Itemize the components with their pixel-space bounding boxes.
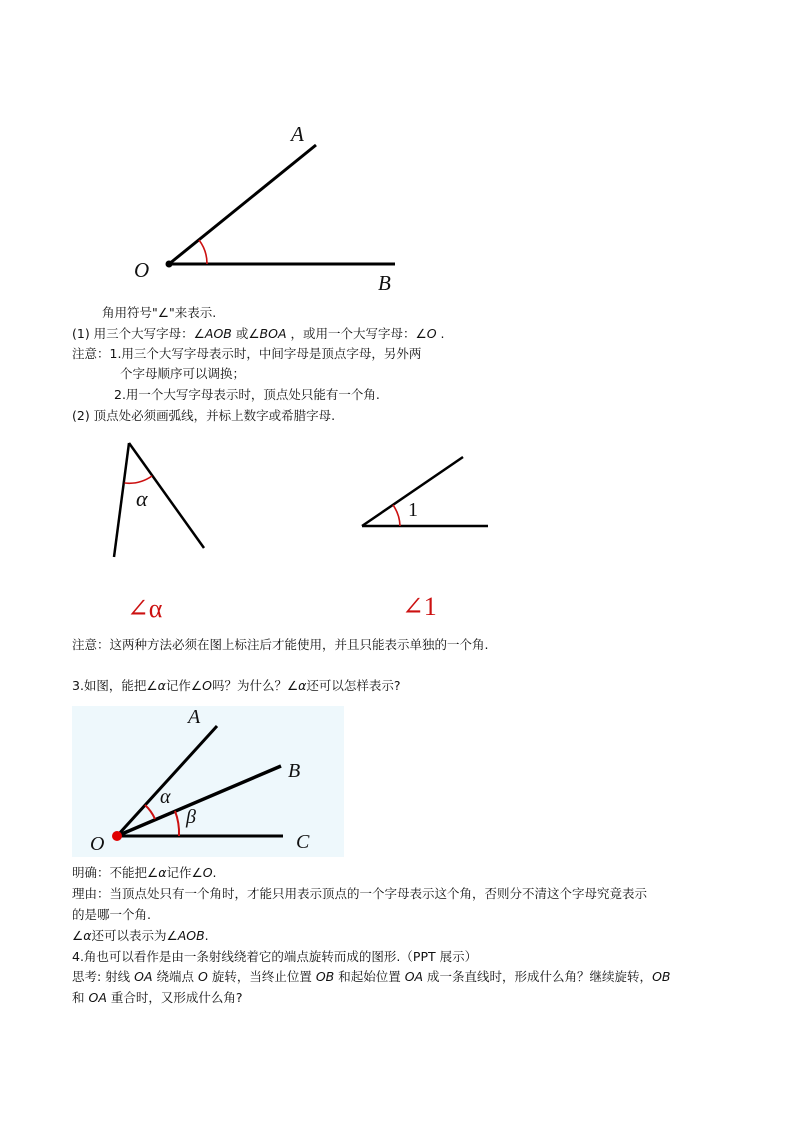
one-arc (393, 505, 400, 526)
ray-ob (117, 766, 281, 836)
text-note-methods: 注意：这两种方法必须在图上标注后才能使用，并且只能表示单独的一个角. (72, 637, 489, 652)
alpha-arc (125, 476, 153, 483)
text-note-1: 注意：1.用三个大写字母表示时，中间字母是顶点字母，另外两 (72, 346, 422, 361)
greek-beta-label: β (186, 806, 196, 828)
label-b: B (378, 271, 391, 295)
label-a: A (291, 122, 304, 146)
answer-reason: 理由：当顶点处只有一个角时，才能只用表示顶点的一个字母表示这个角，否则分不清这个字母究竟表示 (72, 886, 648, 901)
angle-alpha-caption: ∠α (127, 594, 163, 623)
label-c: C (296, 831, 310, 853)
greek-alpha-label: α (136, 486, 148, 511)
greek-alpha-label: α (160, 786, 171, 808)
text-method-1: (1) 用三个大写字母：∠AOB 或∠BOA ，或用一个大写字母：∠O . (72, 326, 445, 341)
figure-three-rays (72, 706, 344, 857)
text-method-2: (2) 顶点处必须画弧线，并标上数字或希腊字母. (72, 408, 336, 423)
ray-oa (117, 726, 217, 836)
alpha-ray-left (114, 443, 129, 557)
label-b: B (288, 760, 301, 782)
answer-reason-cont: 的是哪一个角. (72, 907, 151, 922)
label-o: O (134, 258, 150, 282)
text-note-2: 2.用一个大写字母表示时，顶点处只能有一个角. (114, 387, 380, 402)
alpha-arc (145, 805, 155, 819)
angle-one-caption: ∠1 (402, 592, 437, 621)
answer-alt-notation: ∠α还可以表示为∠AOB. (72, 928, 209, 943)
question-3: 3.如图，能把∠α记作∠O吗？为什么？∠α还可以怎样表示? (72, 678, 401, 693)
label-o: O (90, 833, 105, 855)
text-note-1-cont: 个字母顺序可以调换； (120, 366, 246, 381)
label-a: A (188, 706, 201, 728)
think-question: 思考: 射线 OA 绕端点 O 旋转，当终止位置 OB 和起始位置 OA 成一条直线时，形成什么角？继续旋转，OB (72, 969, 671, 984)
section-4-rotation: 4.角也可以看作是由一条射线绕着它的端点旋转而成的图形.（PPT 展示） (72, 949, 478, 964)
text-symbol-intro: 角用符号"∠"来表示. (102, 305, 217, 320)
number-one-label: 1 (408, 499, 418, 521)
beta-arc (175, 811, 179, 836)
vertex-dot (112, 831, 122, 841)
think-question-cont: 和 OA 重合时，又形成什么角? (72, 990, 243, 1005)
answer-clarify: 明确：不能把∠α记作∠O. (72, 865, 217, 880)
